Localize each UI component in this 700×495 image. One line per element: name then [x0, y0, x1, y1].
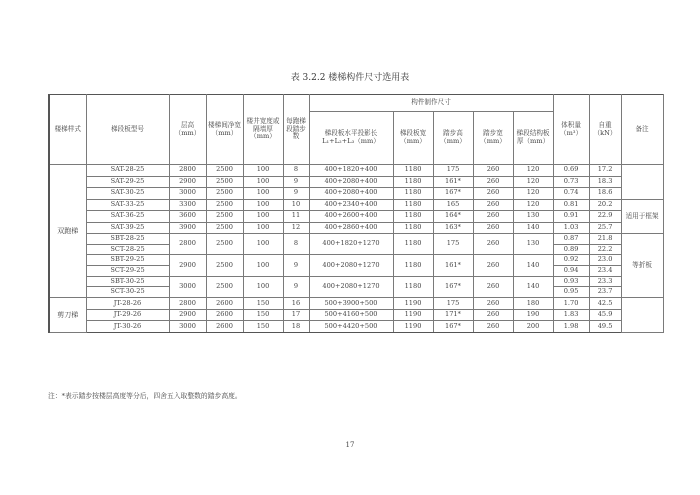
table-row: [49, 176, 663, 188]
cell-volume: 0.74: [553, 188, 589, 200]
cell-remark-empty: [621, 165, 663, 200]
table-footnote: 注：*表示踏步按楼层高度等分后，四舍五入取整数的踏步高度。: [48, 392, 242, 400]
cell-volume: 0.89: [553, 244, 589, 255]
header-board-width: 梯段板宽（mm）: [393, 112, 433, 165]
cell-height: 2900: [169, 176, 206, 188]
cell-thick: 140: [513, 255, 553, 276]
cell-weight: 49.5: [589, 321, 621, 333]
cell-model: JT-29-26: [86, 309, 169, 321]
cell-clear: 2600: [206, 298, 243, 310]
cell-volume: 0.81: [553, 199, 589, 211]
cell-horiz: 400+2600+400: [309, 211, 393, 223]
cell-clear: 2500: [206, 199, 243, 211]
header-horizontal-label: 梯段板水平投影长: [324, 129, 378, 138]
table-row: [49, 309, 663, 321]
header-horizontal-length: [309, 112, 393, 165]
cell-thick: 140: [513, 276, 553, 297]
cell-riser: 171*: [433, 309, 473, 321]
cell-steps: 9: [283, 276, 309, 297]
stair-component-table: [48, 94, 664, 333]
cell-horiz: 400+2080+1270: [309, 276, 393, 297]
cell-thick: 200: [513, 321, 553, 333]
cell-volume: 0.69: [553, 165, 589, 177]
table-row: [49, 321, 663, 333]
remark-frame: 适用于框架: [621, 199, 663, 234]
table-row: [49, 211, 663, 223]
cell-weight: 23.4: [589, 266, 621, 277]
cell-tread: 260: [473, 298, 513, 310]
cell-width: 1180: [393, 222, 433, 234]
cell-horiz: 400+2860+400: [309, 222, 393, 234]
cell-height: 2800: [169, 165, 206, 177]
header-model: 梯段板型号: [86, 95, 169, 165]
cell-thick: 120: [513, 165, 553, 177]
cell-weight: 21.8: [589, 234, 621, 245]
cell-volume: 0.87: [553, 234, 589, 245]
header-height: 层高（mm）: [169, 95, 206, 165]
cell-tread: 260: [473, 188, 513, 200]
table-row: [49, 276, 663, 287]
cell-model: SAT-36-25: [86, 211, 169, 223]
cell-model: SCT-28-25: [86, 244, 169, 255]
cell-horiz: 500+4420+500: [309, 321, 393, 333]
cell-wall: 100: [243, 199, 283, 211]
cell-width: 1180: [393, 276, 433, 297]
cell-tread: 260: [473, 176, 513, 188]
cell-width: 1180: [393, 199, 433, 211]
cell-wall: 100: [243, 165, 283, 177]
header-component-group: 构件制作尺寸: [309, 95, 553, 112]
cell-model: JT-28-26: [86, 298, 169, 310]
header-type: 楼梯样式: [49, 95, 86, 165]
cell-model: SAT-39-25: [86, 222, 169, 234]
cell-steps: 11: [283, 211, 309, 223]
cell-tread: 260: [473, 309, 513, 321]
cell-thick: 130: [513, 234, 553, 255]
cell-riser: 163*: [433, 222, 473, 234]
table-body: [49, 165, 663, 333]
cell-thick: 120: [513, 176, 553, 188]
cell-wall: 150: [243, 309, 283, 321]
cell-steps: 10: [283, 199, 309, 211]
cell-volume: 1.70: [553, 298, 589, 310]
cell-riser: 175: [433, 298, 473, 310]
cell-clear: 2500: [206, 176, 243, 188]
cell-model: SBT-29-25: [86, 255, 169, 266]
cell-width: 1180: [393, 211, 433, 223]
cell-model: SAT-33-25: [86, 199, 169, 211]
cell-riser: 167*: [433, 276, 473, 297]
cell-weight: 25.7: [589, 222, 621, 234]
cell-riser: 161*: [433, 255, 473, 276]
cell-thick: 130: [513, 211, 553, 223]
cell-horiz: 400+1820+400: [309, 165, 393, 177]
cell-height: 2800: [169, 298, 206, 310]
cell-weight: 22.9: [589, 211, 621, 223]
cell-thick: 190: [513, 309, 553, 321]
cell-wall: 100: [243, 222, 283, 234]
cell-tread: 260: [473, 211, 513, 223]
cell-weight: 23.0: [589, 255, 621, 266]
cell-model: SCT-30-25: [86, 287, 169, 298]
cell-weight: 17.2: [589, 165, 621, 177]
cell-horiz: 400+2080+400: [309, 176, 393, 188]
cell-width: 1190: [393, 298, 433, 310]
cell-clear: 2500: [206, 276, 243, 297]
table-header: [49, 95, 663, 165]
cell-horiz: 500+3900+500: [309, 298, 393, 310]
cell-model: SBT-28-25: [86, 234, 169, 245]
header-remark: 备注: [621, 95, 663, 165]
cell-volume: 1.98: [553, 321, 589, 333]
header-weight: 自重（kN）: [589, 95, 621, 165]
header-horizontal-formula: L₁+L₂+L₃（mm）: [322, 137, 380, 145]
cell-riser: 164*: [433, 211, 473, 223]
group-label-scissor: 剪刀梯: [49, 298, 86, 333]
cell-horiz: 400+2080+400: [309, 188, 393, 200]
cell-steps: 9: [283, 255, 309, 276]
header-clear-width: 楼梯间净宽（mm）: [206, 95, 243, 165]
cell-wall: 100: [243, 255, 283, 276]
cell-steps: 9: [283, 188, 309, 200]
cell-width: 1180: [393, 165, 433, 177]
cell-weight: 23.3: [589, 276, 621, 287]
cell-width: 1180: [393, 176, 433, 188]
cell-wall: 150: [243, 321, 283, 333]
cell-model: SAT-28-25: [86, 165, 169, 177]
cell-volume: 1.03: [553, 222, 589, 234]
cell-model: SAT-29-25: [86, 176, 169, 188]
cell-wall: 100: [243, 276, 283, 297]
cell-weight: 23.7: [589, 287, 621, 298]
cell-wall: 150: [243, 298, 283, 310]
table-row: [49, 298, 663, 310]
cell-width: 1190: [393, 321, 433, 333]
cell-steps: 8: [283, 165, 309, 177]
cell-tread: 260: [473, 199, 513, 211]
cell-width: 1190: [393, 309, 433, 321]
cell-clear: 2500: [206, 255, 243, 276]
header-volume: 体积量（m³）: [553, 95, 589, 165]
cell-riser: 167*: [433, 321, 473, 333]
cell-tread: 260: [473, 255, 513, 276]
cell-height: 3000: [169, 188, 206, 200]
cell-wall: 100: [243, 176, 283, 188]
table-row: [49, 188, 663, 200]
cell-riser: 161*: [433, 176, 473, 188]
cell-tread: 260: [473, 222, 513, 234]
cell-height: 3300: [169, 199, 206, 211]
page-number: 17: [345, 441, 355, 449]
cell-steps: 16: [283, 298, 309, 310]
cell-horiz: 400+2080+1270: [309, 255, 393, 276]
cell-steps: 17: [283, 309, 309, 321]
cell-volume: 0.73: [553, 176, 589, 188]
cell-tread: 260: [473, 321, 513, 333]
cell-width: 1180: [393, 234, 433, 255]
header-thickness: 梯段结构板厚（mm）: [513, 112, 553, 165]
cell-model: SCT-29-25: [86, 266, 169, 277]
cell-height: 3900: [169, 222, 206, 234]
table-row: [49, 234, 663, 245]
cell-riser: 175: [433, 165, 473, 177]
cell-height: 3000: [169, 321, 206, 333]
cell-horiz: 400+1820+1270: [309, 234, 393, 255]
cell-weight: 18.6: [589, 188, 621, 200]
cell-riser: 165: [433, 199, 473, 211]
header-steps: 每跑梯段踏步数: [283, 95, 309, 165]
cell-volume: 0.95: [553, 287, 589, 298]
cell-height: 3000: [169, 276, 206, 297]
cell-riser: 175: [433, 234, 473, 255]
cell-riser: 167*: [433, 188, 473, 200]
cell-model: JT-30-26: [86, 321, 169, 333]
table-caption: 表 3.2.2 楼梯构件尺寸选用表: [290, 73, 410, 83]
cell-width: 1180: [393, 255, 433, 276]
header-row: [49, 95, 663, 112]
cell-weight: 18.3: [589, 176, 621, 188]
cell-volume: 0.92: [553, 255, 589, 266]
cell-height: 2800: [169, 234, 206, 255]
cell-steps: 9: [283, 176, 309, 188]
cell-volume: 0.93: [553, 276, 589, 287]
cell-steps: 8: [283, 234, 309, 255]
cell-steps: 12: [283, 222, 309, 234]
cell-thick: 120: [513, 188, 553, 200]
cell-clear: 2500: [206, 188, 243, 200]
cell-wall: 100: [243, 211, 283, 223]
cell-horiz: 400+2340+400: [309, 199, 393, 211]
table-row: [49, 165, 663, 177]
cell-clear: 2500: [206, 165, 243, 177]
cell-weight: 20.2: [589, 199, 621, 211]
cell-model: SBT-30-25: [86, 276, 169, 287]
cell-remark-empty: [621, 298, 663, 333]
cell-clear: 2600: [206, 309, 243, 321]
cell-weight: 45.9: [589, 309, 621, 321]
cell-horiz: 500+4160+500: [309, 309, 393, 321]
header-wall: 楼井宽度或隔墙厚（mm）: [243, 95, 283, 165]
cell-tread: 260: [473, 234, 513, 255]
cell-weight: 42.5: [589, 298, 621, 310]
cell-volume: 0.91: [553, 211, 589, 223]
cell-volume: 0.94: [553, 266, 589, 277]
cell-thick: 120: [513, 199, 553, 211]
cell-clear: 2500: [206, 211, 243, 223]
table-row: [49, 255, 663, 266]
table-row: [49, 199, 663, 211]
cell-height: 2900: [169, 255, 206, 276]
cell-clear: 2500: [206, 222, 243, 234]
cell-wall: 100: [243, 234, 283, 255]
cell-weight: 22.2: [589, 244, 621, 255]
cell-clear: 2500: [206, 234, 243, 255]
cell-tread: 260: [473, 276, 513, 297]
remark-folded: 等折板: [621, 234, 663, 298]
cell-width: 1180: [393, 188, 433, 200]
cell-height: 3600: [169, 211, 206, 223]
cell-model: SAT-30-25: [86, 188, 169, 200]
cell-clear: 2600: [206, 321, 243, 333]
cell-wall: 100: [243, 188, 283, 200]
table-row: [49, 222, 663, 234]
cell-steps: 18: [283, 321, 309, 333]
cell-tread: 260: [473, 165, 513, 177]
cell-thick: 140: [513, 222, 553, 234]
cell-height: 2900: [169, 309, 206, 321]
cell-volume: 1.83: [553, 309, 589, 321]
cell-thick: 180: [513, 298, 553, 310]
header-tread: 踏步宽（mm）: [473, 112, 513, 165]
header-riser: 踏步高（mm）: [433, 112, 473, 165]
group-label-double: 双跑梯: [49, 165, 86, 298]
